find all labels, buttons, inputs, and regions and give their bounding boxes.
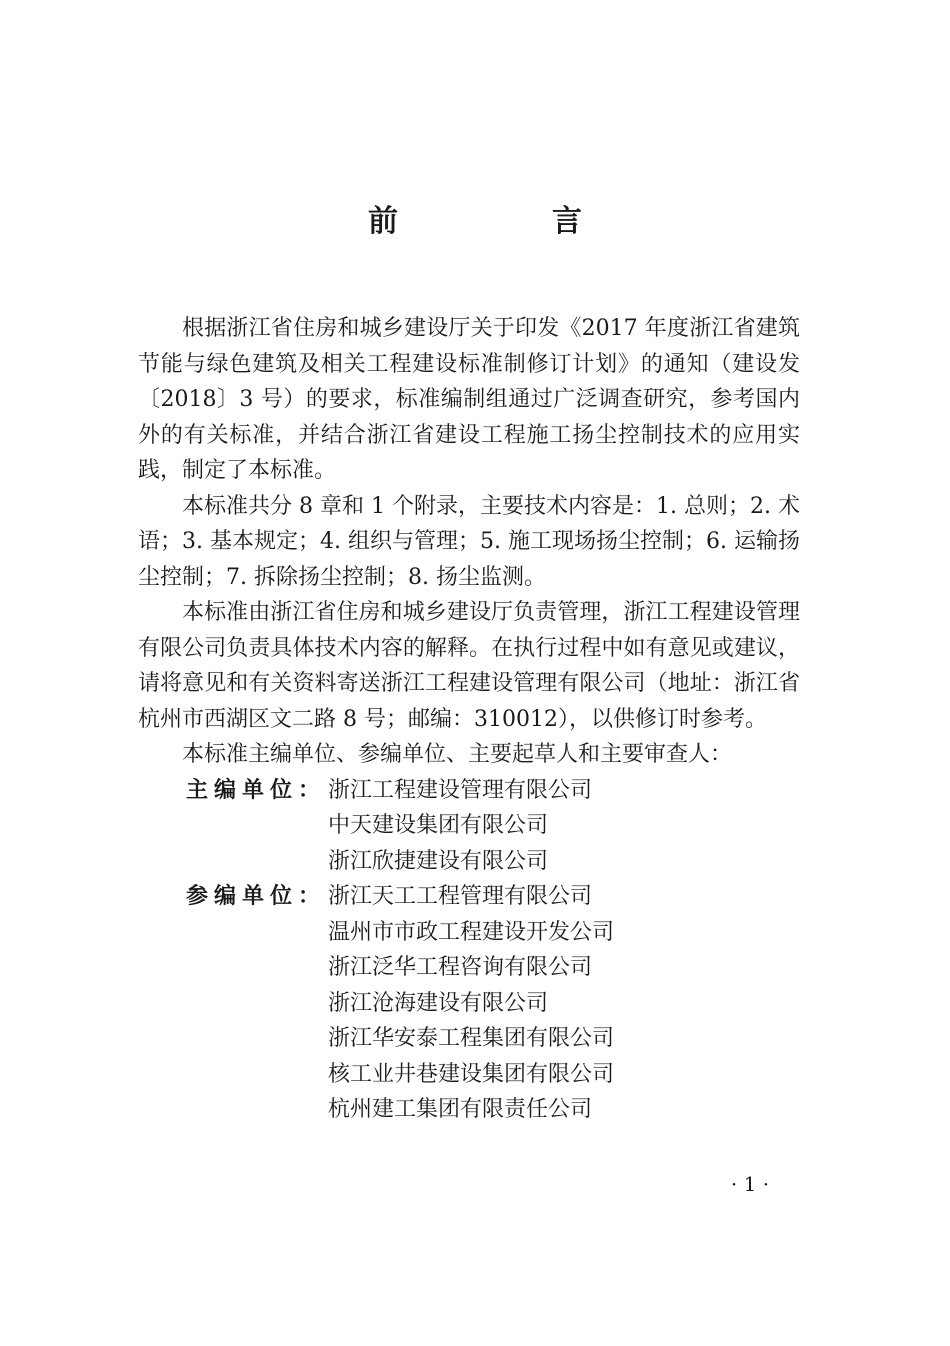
chief-unit-item: 中天建设集团有限公司 — [328, 813, 549, 838]
participating-unit-item: 浙江泛华工程咨询有限公司 — [328, 955, 593, 980]
chief-units-block — [138, 773, 800, 880]
participating-units-block — [138, 879, 800, 1128]
participating-unit-item: 浙江华安泰工程集团有限公司 — [328, 1026, 615, 1051]
participating-unit-item: 杭州建工集团有限责任公司 — [328, 1097, 593, 1122]
participating-units-label: 参编单位： — [186, 884, 327, 909]
preface-content — [138, 311, 800, 1128]
participating-unit-item: 浙江沧海建设有限公司 — [328, 990, 549, 1016]
participating-unit-item: 核工业井巷建设集团有限公司 — [328, 1061, 615, 1087]
page-title: 前 言 — [368, 204, 644, 239]
chief-units-label: 主编单位： — [186, 777, 327, 803]
participating-unit-item: 温州市市政工程建设开发公司 — [328, 919, 615, 945]
paragraph-basis: 根据浙江省住房和城乡建设厅关于印发《2017 年度浙江省建筑节能与绿色建筑及相关工程建设标准制修订计划》的通知（建设发〔2018〕3 号）的要求，标准编制组通过广泛调查研究，参考国内外的有关标准，并结合浙江省建设工程施工扬尘控制技术的应用实践，制定了本标准。 — [138, 316, 800, 483]
paragraph-contents: 本标准共分 8 章和 1 个附录，主要技术内容是：1. 总则；2. 术语；3. 基本规定；4. 组织与管理；5. 施工现场扬尘控制；6. 运输扬尘控制；7. 拆除扬尘控制；8. 扬尘监测。 — [138, 493, 800, 590]
paragraph-units-intro: 本标准主编单位、参编单位、主要起草人和主要审查人： — [182, 742, 733, 767]
participating-unit-item: 浙江天工工程管理有限公司 — [328, 884, 593, 909]
page-number: · 1 · — [730, 1172, 770, 1196]
chief-units-list — [328, 773, 592, 880]
participating-units-list — [328, 879, 614, 1128]
paragraph-management: 本标准由浙江省住房和城乡建设厅负责管理，浙江工程建设管理有限公司负责具体技术内容的解释。在执行过程中如有意见或建议，请将意见和有关资料寄送浙江工程建设管理有限公司（地址：浙江省杭州市西湖区文二路 8 号；邮编：310012），以供修订时参考。 — [138, 600, 800, 732]
chief-unit-item: 浙江工程建设管理有限公司 — [328, 777, 593, 803]
chief-unit-item: 浙江欣捷建设有限公司 — [328, 848, 549, 874]
